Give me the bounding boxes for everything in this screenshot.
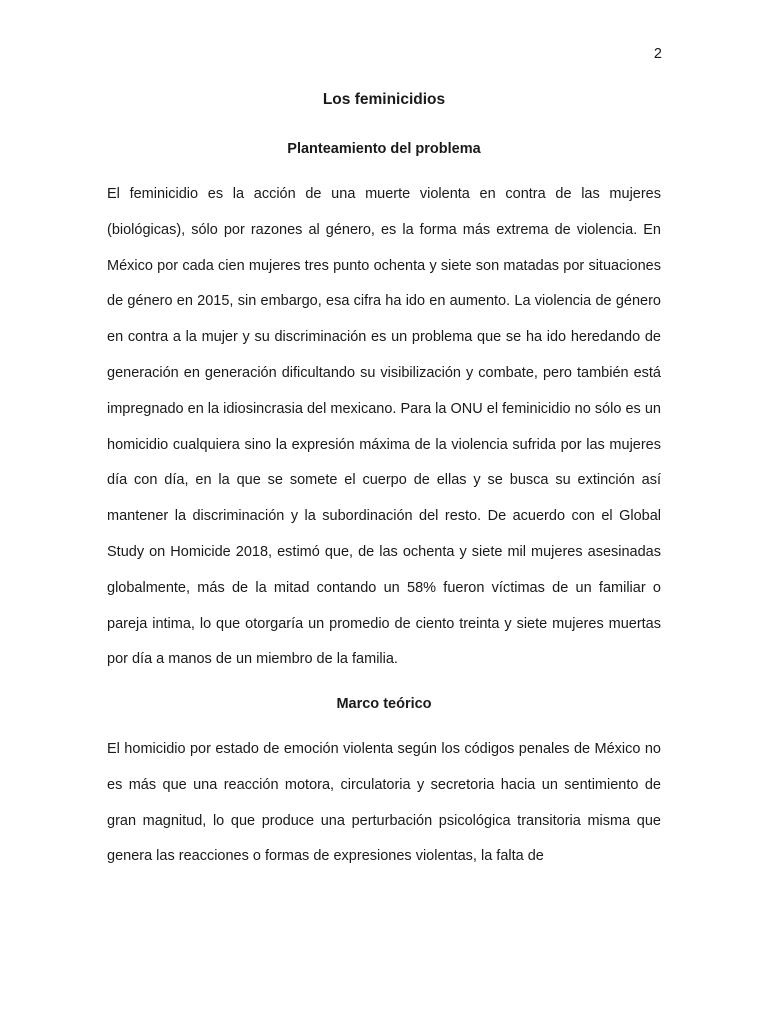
document-title: Los feminicidios [322,91,446,108]
page-number: 2 [653,46,662,62]
section-heading-problem: Planteamiento del problema [287,141,481,157]
section-heading-theory: Marco teórico [336,696,432,712]
section-paragraph-problem: El feminicidio es la acción de una muerte violenta en contra de las mujeres (biológicas), sólo por razones al género, es la forma más extrema de violencia. En México por cada cien mujeres tres punto ochenta y siete son matadas por situaciones de género en 2015, sin embargo, esa cifra ha ido en aumento. La violencia de género en contra a la mujer y su discriminación es un problema que se ha ido heredando de generación en generación dificultando su visibilización y combate, pero también está impregnado en la idiosincrasia del mexicano. Para la ONU el feminicidio no sólo es un homicidio cualquiera sino la expresión máxima de la violencia sufrida por las mujeres día con día, en la que se somete el cuerpo de ellas y se busca su extinción así mantener la discriminación y la subordinación del resto. De acuerdo con el Global Study on Homicide 2018, estimó que, de las ochenta y siete mil mujeres asesinadas globalmente, más de la mitad contando un 58% fueron víctimas de un familiar o pareja intima, lo que otorgaría un promedio de ciento treinta y siete mujeres muertas por día a manos de un miembro de la familia. [107,186,661,668]
section-paragraph-theory: El homicidio por estado de emoción violenta según los códigos penales de México no es más que una reacción motora, circulatoria y secretoria hacia un sentimiento de gran magnitud, lo que produce una perturbación psicológica transitoria misma que genera las reacciones o formas de expresiones violentas, la falta de [107,741,661,865]
